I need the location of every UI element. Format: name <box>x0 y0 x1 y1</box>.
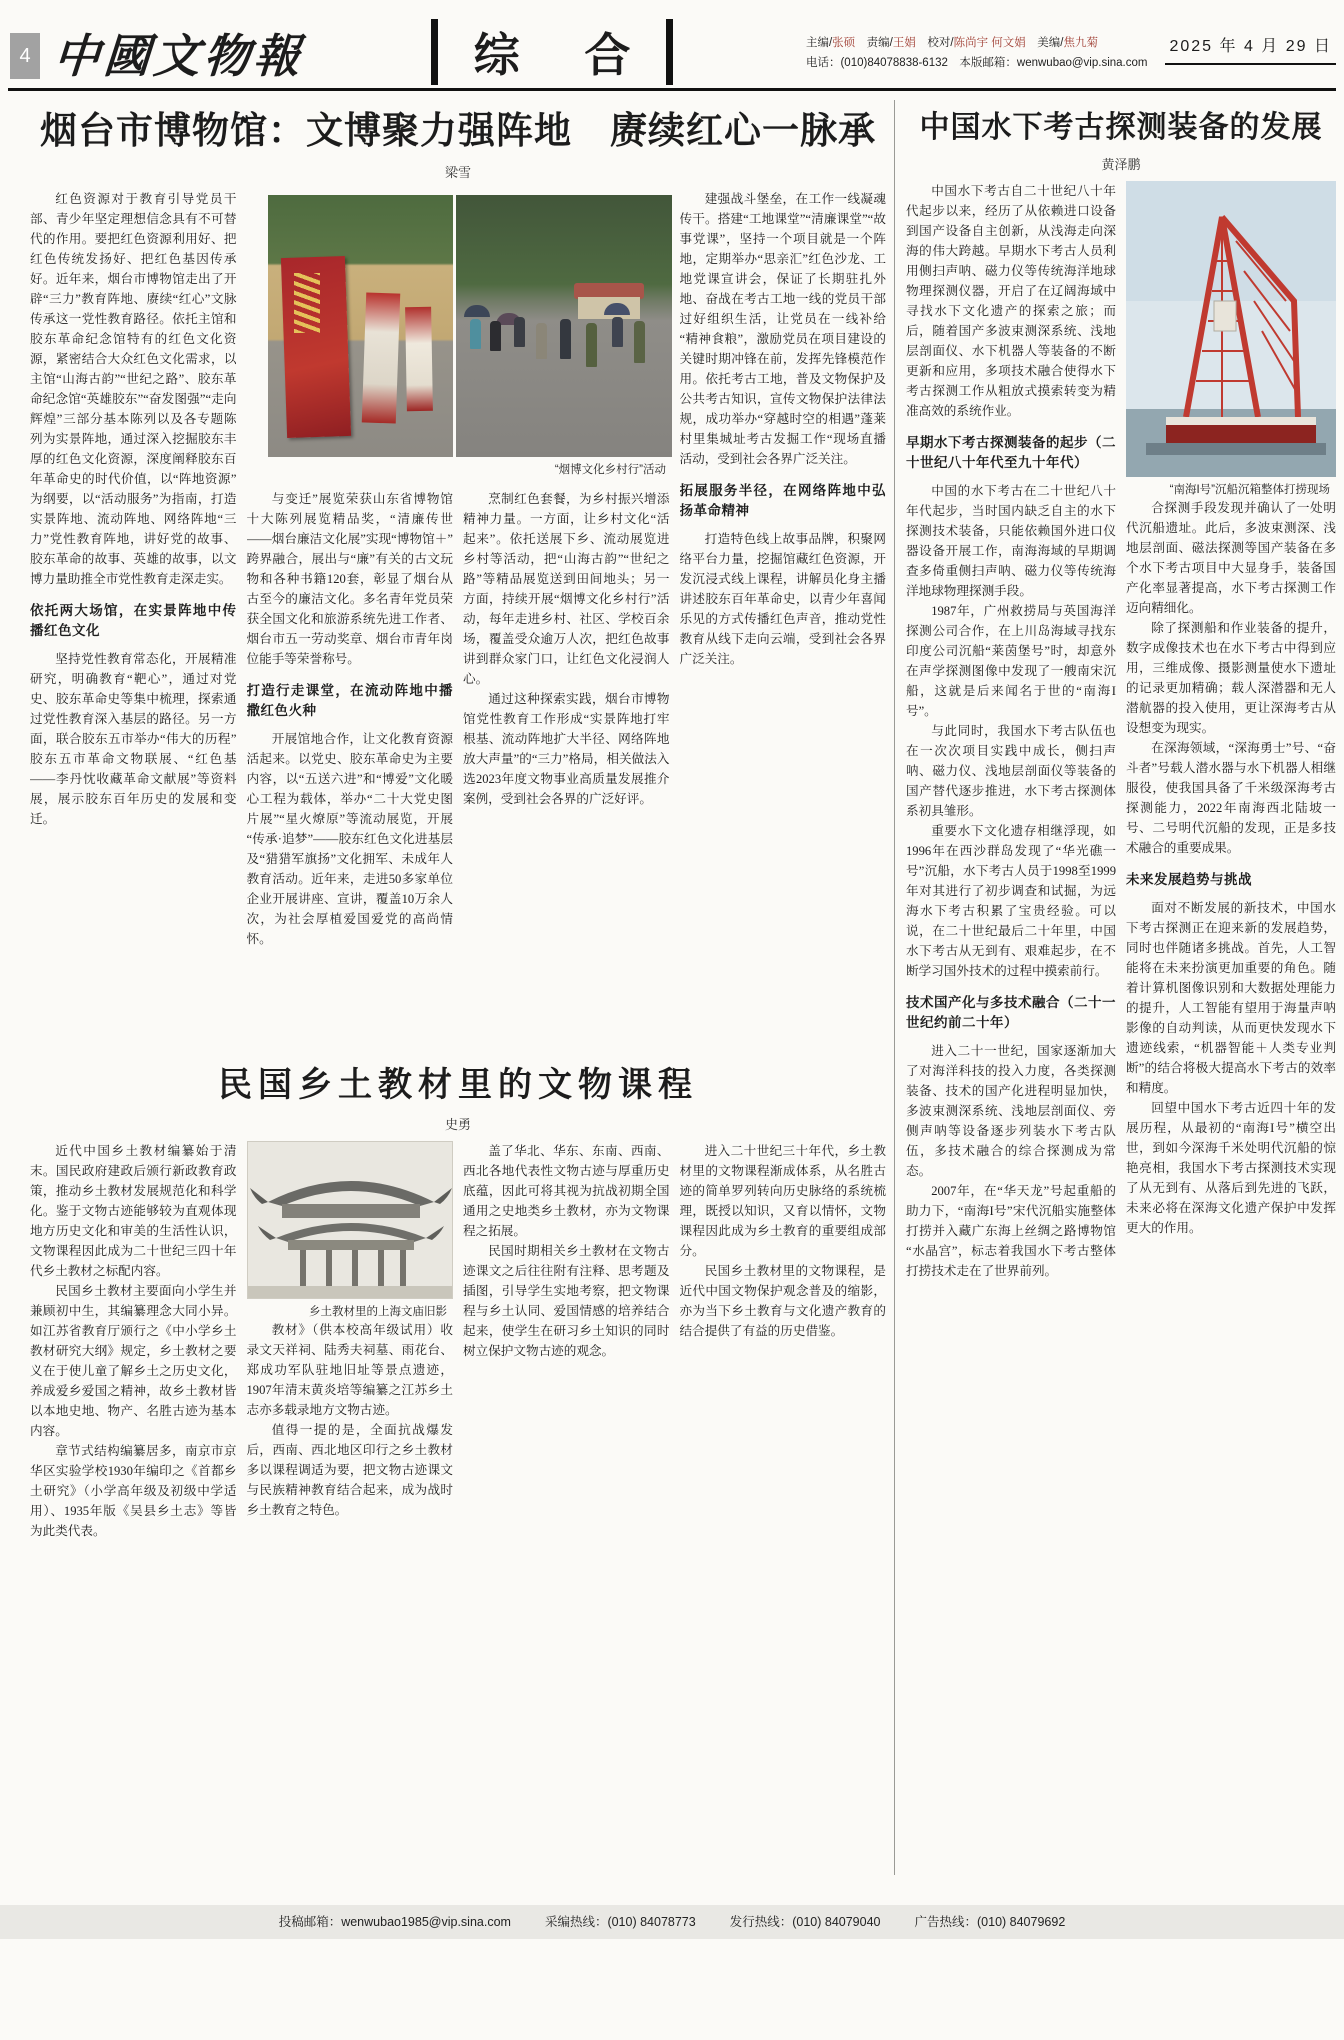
body-paragraph: 中国水下考古自二十世纪八十年代起步以来，经历了从依赖进口设备到国产设备自主创新，从浅海走向深海的伟大跨越。早期水下考古人员利用侧扫声呐、磁力仪等传统海洋地球物理探测仪器，开启了在辽阔海域中寻找水下文化遗产的探索之旅；而后，随着国产多波束测深系统、浅地层剖面仪、水下机器人等装备的不断更新和应用，多项技术融合使得水下考古探测工作从粗放式摸索转变为精准高效的系统作业。 <box>906 184 1116 418</box>
article2-body <box>906 181 1336 1883</box>
section-title: 综 合 <box>473 29 657 81</box>
editor-credit: 校对/ <box>927 37 954 50</box>
article1-photo-caption: “烟博文化乡村行”活动 <box>554 464 666 476</box>
body-paragraph: 回望中国水下考古近四十年的发展历程，从最初的“南海I号”横空出世，到如今深海千米处明代沉船的惊艳亮相，我国水下考古探测技术实现了从无到有、从落后到先进的飞跃，未来必将在深海文化遗产保护中发挥更大的作用。 <box>1126 1101 1336 1236</box>
editor-credit: 张硕 <box>832 37 867 50</box>
article-underwater-archaeology <box>906 98 1336 1883</box>
article2-photo-caption: “南海I号”沉船沉箱整体打捞现场 <box>1169 484 1330 496</box>
article3-column-1 <box>30 1141 237 1883</box>
editor-credit: 责编/ <box>866 37 893 50</box>
body-paragraph: 中国的水下考古在二十世纪八十年代起步，当时国内缺乏自主的水下探测技术装备，只能依赖国外进口仪器设备开展工作，南海海域的早期调查多倚重侧扫声呐、磁力仪等传统海洋地球物理探测手段。 <box>906 484 1116 598</box>
article-minguo-textbooks <box>30 1057 886 1883</box>
article2-column-1 <box>906 181 1116 1883</box>
section-bar-left <box>431 19 438 85</box>
body-paragraph: 烹制红色套餐，为乡村振兴增添精神力量。一方面，让乡村文化“活起来”。依托送展下乡、流动展览进乡村等活动，把“山海古韵”“世纪之路”等精品展览送到田间地头；另一方面，持续开展“烟博文化乡村行”活动，每年走进乡村、社区、学校百余场，覆盖受众逾万人次，把红色故事讲到群众家门口，让红色文化浸润人心。 <box>463 492 670 686</box>
editor-credit: 主编/ <box>805 37 833 50</box>
body-paragraph: 红色资源对于教育引导党员干部、青少年坚定理想信念具有不可替代的作用。要把红色资源利用好、把红色传统发扬好、把红色基因传承好。近年来，烟台市博物馆走出了开辟“三力”教育阵地、赓续“红心”文脉传承这一党性教育路径。依托主馆和胶东革命纪念馆特有的红色文化资源，紧密结合大众红色文化需求，以主馆“山海古韵”“世纪之路”、胶东革命纪念馆“英雄胶东”“奋发图强”“走向辉煌”三部分基本陈列以及各专题陈列为实景阵地，通过深入挖掘胶东丰厚的红色文化资源，深度阐释胶东百年革命史的时代价值，以“阵地资源”为纲要，以“活动服务”为指南，打造实景阵地、流动阵地、网络阵地“三力”党性教育阵地，讲好党的故事、胶东革命的故事、英雄的故事，以文博力量助推全市党性教育走深走实。 <box>30 192 237 586</box>
section-bar-right <box>666 19 673 85</box>
editor-credit: 焦九菊 <box>1063 37 1110 50</box>
body-paragraph: 盖了华北、华东、东南、西南、西北各地代表性文物古迹与厚重历史底蕴，因此可将其视为抗战初期全国通用之史地类乡土教材，亦为文物课程之拓展。 <box>463 1144 670 1238</box>
body-paragraph: 进入二十一世纪，国家逐渐加大了对海洋科技的投入力度，各类探测装备、技术的国产化进程明显加快，多波束测深系统、浅地层剖面仪、旁侧声呐等设备逐步列装水下考古队伍，多技术融合的综合探测成为常态。 <box>906 1044 1116 1178</box>
body-paragraph: 民国乡土教材主要面向小学生并兼顾初中生，其编纂理念大同小异。如江苏省教育厅颁行之《中小学乡土教材研究大纲》规定，乡土教材之要义在于使儿童了解乡土之历史文化，养成爱乡爱国之精神，故乡土教材皆以本地史地、物产、名胜古迹为基本内容。 <box>30 1284 237 1438</box>
article1-headline: 烟台市博物馆：文博聚力强阵地 赓续红心一脉承 <box>40 110 876 151</box>
body-paragraph: 民国时期相关乡土教材在文物古迹课文之后往往附有注释、思考题及插图，引导学生实地考察，把文物课程与乡土认同、爱国情感的培养结合起来，使学生在研习乡土知识的同时树立保护文物古迹的观念。 <box>463 1244 670 1358</box>
article1-photo-block <box>268 195 672 483</box>
article3-column-2-text <box>247 1320 454 1520</box>
body-paragraph: 开展馆地合作，让文化教育资源活起来。以党史、胶东革命史为主要内容，以“五送六进”和“博爱”文化暖心工程为载体，举办“二十大党史图片展”“星火燎原”等流动展览，开展“传承·追梦”——胶东红色文化进基层及“猎猎军旗扬”文化拥军、未成年人教育活动。近年来，走进50多家单位企业开展讲座、宣讲，覆盖10万余人次，为社会厚植爱国爱党的高尚情怀。 <box>246 732 453 946</box>
article2-column-2 <box>1126 181 1336 1883</box>
article1-column-4 <box>680 189 887 1031</box>
body-paragraph: 与此同时，我国水下考古队伍也在一次次项目实践中成长，侧扫声呐、磁力仪、浅地层剖面仪等装备的国产替代逐步推进，水下考古探测体系初具雏形。 <box>906 724 1116 818</box>
left-zone <box>30 98 886 1883</box>
body-paragraph: 坚持党性教育常态化，开展精准研究，明确教育“靶心”，通过对党史、胶东革命史等集中梳理，探索通过党性教育深入基层的路径。另一方面，联合胶东五市举办“伟大的历程”胶东五市革命文物联展、“红色基——李丹忱收藏革命文献展”等资料展，展示胶东百年历史的发展和变迁。 <box>30 652 237 826</box>
body-paragraph: 进入二十世纪三十年代，乡土教材里的文物课程渐成体系，从名胜古迹的简单罗列转向历史脉络的系统梳理，既授以知识，又育以情怀，文物课程因此成为乡土教育的重要组成部分。 <box>679 1144 886 1258</box>
contact-line: 电话：(010)84078838-6132 本版邮箱：wenwubao@vip.sina.com <box>805 57 1148 69</box>
issue-date: 2025 年 4 月 29 日 <box>1165 39 1336 65</box>
body-paragraph: 2007年，在“华天龙”号起重船的助力下，“南海I号”宋代沉船实施整体打捞并入藏广东海上丝绸之路博物馆“水晶宫”，标志着我国水下考古整体打捞技术走在了世界前列。 <box>906 1184 1116 1278</box>
section-banner <box>431 19 674 85</box>
column-subhead: 依托两大场馆，在实景阵地中传播红色文化 <box>30 603 237 638</box>
footer-editorial-hotline: 采编热线：(010) 84078773 <box>544 1914 696 1929</box>
photo-shanghai-confucius-temple <box>247 1141 454 1299</box>
footer-distribution-hotline: 发行热线：(010) 84079040 <box>729 1914 881 1929</box>
body-paragraph: 近代中国乡土教材编纂始于清末。国民政府建政后颁行新政教育政策，推动乡土教材发展规范化和科学化。鉴于文物古迹能够较为直观体现地方历史文化和审美的生活性认识，文物课程因此成为二十世纪三四十年代乡土教材之标配内容。 <box>30 1144 237 1278</box>
body-paragraph: 除了探测船和作业装备的提升，数字成像技术也在水下考古中得到应用，三维成像、摄影测量使水下遗址的记录更加精确；载人深潜器和无人潜航器的投入使用，更让深海考古从设想变为现实。 <box>1126 621 1336 736</box>
body-paragraph: 通过这种探索实践，烟台市博物馆党性教育工作形成“实景阵地打牢根基、流动阵地扩大半径、网络阵地放大声量”的“三力”格局，相关做法入选2023年度文物事业高质量发展推介案例，受到社会各界的广泛好评。 <box>463 692 670 806</box>
column-subhead: 未来发展趋势与挑战 <box>1126 872 1252 888</box>
body-paragraph: 建强战斗堡垒，在工作一线凝魂传干。搭建“工地课堂”“清廉课堂”“故事党课”，坚持一个项目就是一个阵地，定期举办“思亲汇”红色沙龙、工地党课宣讲会，保证了长期驻扎外地、奋战在考古工地一线的党员干部过好组织生活，让党员在一线补给“精神食粮”，激励党员在项目建设的关键时期冲锋在前，发挥先锋模范作用。依托考古工地，普及文物保护及公共考古知识，宣传文物保护法律法规，成功举办“穿越时空的相遇”蓬莱村里集城址考古发掘工作“现场直播活动，受到社会各界广泛关注。 <box>679 192 886 466</box>
body-paragraph: 与变迁”展览荣获山东省博物馆十大陈列展览精品奖，“清廉传世——烟台廉洁文化展”实现“博物馆＋”跨界融合，展出与“廉”有关的古文玩物和各种书籍120套，彰显了烟台从古至今的廉洁文化。多名青年党员荣获全国文化和旅游系统先进工作者、烟台市五一劳动奖章、烟台市青年岗位能手等荣誉称号。 <box>246 492 453 666</box>
editors-block <box>806 34 1148 73</box>
article-yantai-museum <box>30 100 886 1031</box>
editors-line <box>806 34 1148 54</box>
footer-ad-hotline: 广告热线：(010) 84079692 <box>914 1914 1066 1929</box>
column-subhead: 拓展服务半径，在网络阵地中弘扬革命精神 <box>679 483 886 518</box>
article1-body <box>30 189 886 1031</box>
body-paragraph: 合探测手段发现并确认了一处明代沉船遗址。此后，多波束测深、浅地层剖面、磁法探测等国产装备在多个水下考古项目中大显身手，装备国产化率显著提高，水下考古探测工作迈向精细化。 <box>1126 501 1336 616</box>
photo-nanhai1-salvage-crane <box>1126 181 1336 477</box>
body-paragraph: 值得一提的是，全面抗战爆发后，西南、西北地区印行之乡土教材多以课程调适为要，把文物古迹课文与民族精神教育结合起来，成为战时乡土教育之特色。 <box>246 1423 453 1518</box>
editor-credit: 陈尚宇 何文娟 <box>953 37 1038 50</box>
page-number: 4 <box>10 33 40 79</box>
article1-column-1 <box>30 189 237 1031</box>
body-paragraph: 章节式结构编纂居多，南京市京华区实验学校1930年编印之《首都乡土研究》（小学高年级及初级中学适用）、1935年版《吴县乡土志》等皆为此类代表。 <box>30 1444 237 1538</box>
body-paragraph: 打造特色线上故事品牌，积聚网络平台力量，挖掘馆藏红色资源，开发沉浸式线上课程，讲解员化身主播讲述胶东百年革命史，以青少年喜闻乐见的方式传播红色声音，推动党性教育从线下走向云端，受到社会各界广泛关注。 <box>679 532 886 666</box>
article1-byline: 梁雪 <box>444 165 471 180</box>
article3-column-4 <box>680 1141 887 1883</box>
body-paragraph: 面对不断发展的新技术，中国水下考古探测正在迎来新的发展趋势，同时也伴随诸多挑战。首先，人工智能将在未来扮演更加重要的角色。随着计算机图像识别和大数据处理能力的提升，人工智能有望用于海量声呐影像的自动判读，从而更快发现水下遗迹线索，“机器智能＋人类专业判断”的结合将极大提高水下考古的效率和精度。 <box>1126 901 1336 1096</box>
page-header <box>8 10 1336 91</box>
footer-contacts <box>0 1905 1344 1939</box>
article2-column-2-text <box>1126 498 1336 1238</box>
column-subhead: 打造行走课堂，在流动阵地中播撒红色火种 <box>246 683 453 718</box>
article2-byline: 黄泽鹏 <box>1101 157 1141 172</box>
zone-divider <box>894 100 895 1875</box>
editor-credit: 美编/ <box>1037 37 1064 50</box>
article3-headline: 民国乡土教材里的文物课程 <box>218 1067 698 1104</box>
article3-photo-caption: 乡土教材里的上海文庙旧影 <box>309 1306 447 1318</box>
footer-submit-email: 投稿邮箱：wenwubao1985@vip.sina.com <box>278 1914 511 1929</box>
article3-byline: 史勇 <box>444 1117 471 1132</box>
photo-red-banners <box>268 195 453 457</box>
body-paragraph: 民国乡土教材里的文物课程，是近代中国文物保护观念普及的缩影，亦为当下乡土教育与文化遗产教育的结合提供了有益的历史借鉴。 <box>679 1264 886 1338</box>
body-paragraph: 重要水下文化遗存相继浮现，如1996年在西沙群岛发现了“华光礁一号”沉船，水下考古人员于1998至1999年对其进行了初步调查和试掘，为远海水下考古积累了宝贵经验。可以说，在二十世纪最后二十年里，中国水下考古从无到有、艰难起步，在不断学习国外技术的过程中摸索前行。 <box>906 824 1116 978</box>
article3-body <box>30 1141 886 1883</box>
editor-credit: 王娟 <box>892 37 928 50</box>
body-paragraph: 1987年，广州救捞局与英国海洋探测公司合作，在上川岛海域寻找东印度公司沉船“莱茵堡号”时，却意外在声学探测图像中发现了一艘南宋沉船，这就是后来闻名于世的“南海I号”。 <box>906 604 1116 718</box>
article3-column-3 <box>463 1141 670 1883</box>
masthead-logo: 中國文物報 <box>51 31 306 82</box>
body-paragraph: 在深海领域，“深海勇士”号、“奋斗者”号载人潜水器与水下机器人相继服役，使我国具备了千米级深海考古探测能力，2022年南海西北陆坡一号、二号明代沉船的发现，正是多技术融合的重要成果。 <box>1126 741 1336 856</box>
article3-column-2 <box>247 1141 454 1883</box>
column-subhead: 早期水下考古探测装备的起步（二十世纪八十年代至九十年代） <box>906 435 1116 470</box>
photo-rainy-street-crowd <box>456 195 672 457</box>
article2-headline: 中国水下考古探测装备的发展 <box>919 111 1323 144</box>
body-paragraph: 教材》（供本校高年级试用）收录文天祥祠、陆秀夫祠墓、雨花台、郑成功军队驻地旧址等景点遗迹，1907年清末黄炎培等编纂之江苏乡土志亦多载录地方文物古迹。 <box>246 1323 453 1418</box>
column-subhead: 技术国产化与多技术融合（二十一世纪约前二十年） <box>906 995 1116 1030</box>
